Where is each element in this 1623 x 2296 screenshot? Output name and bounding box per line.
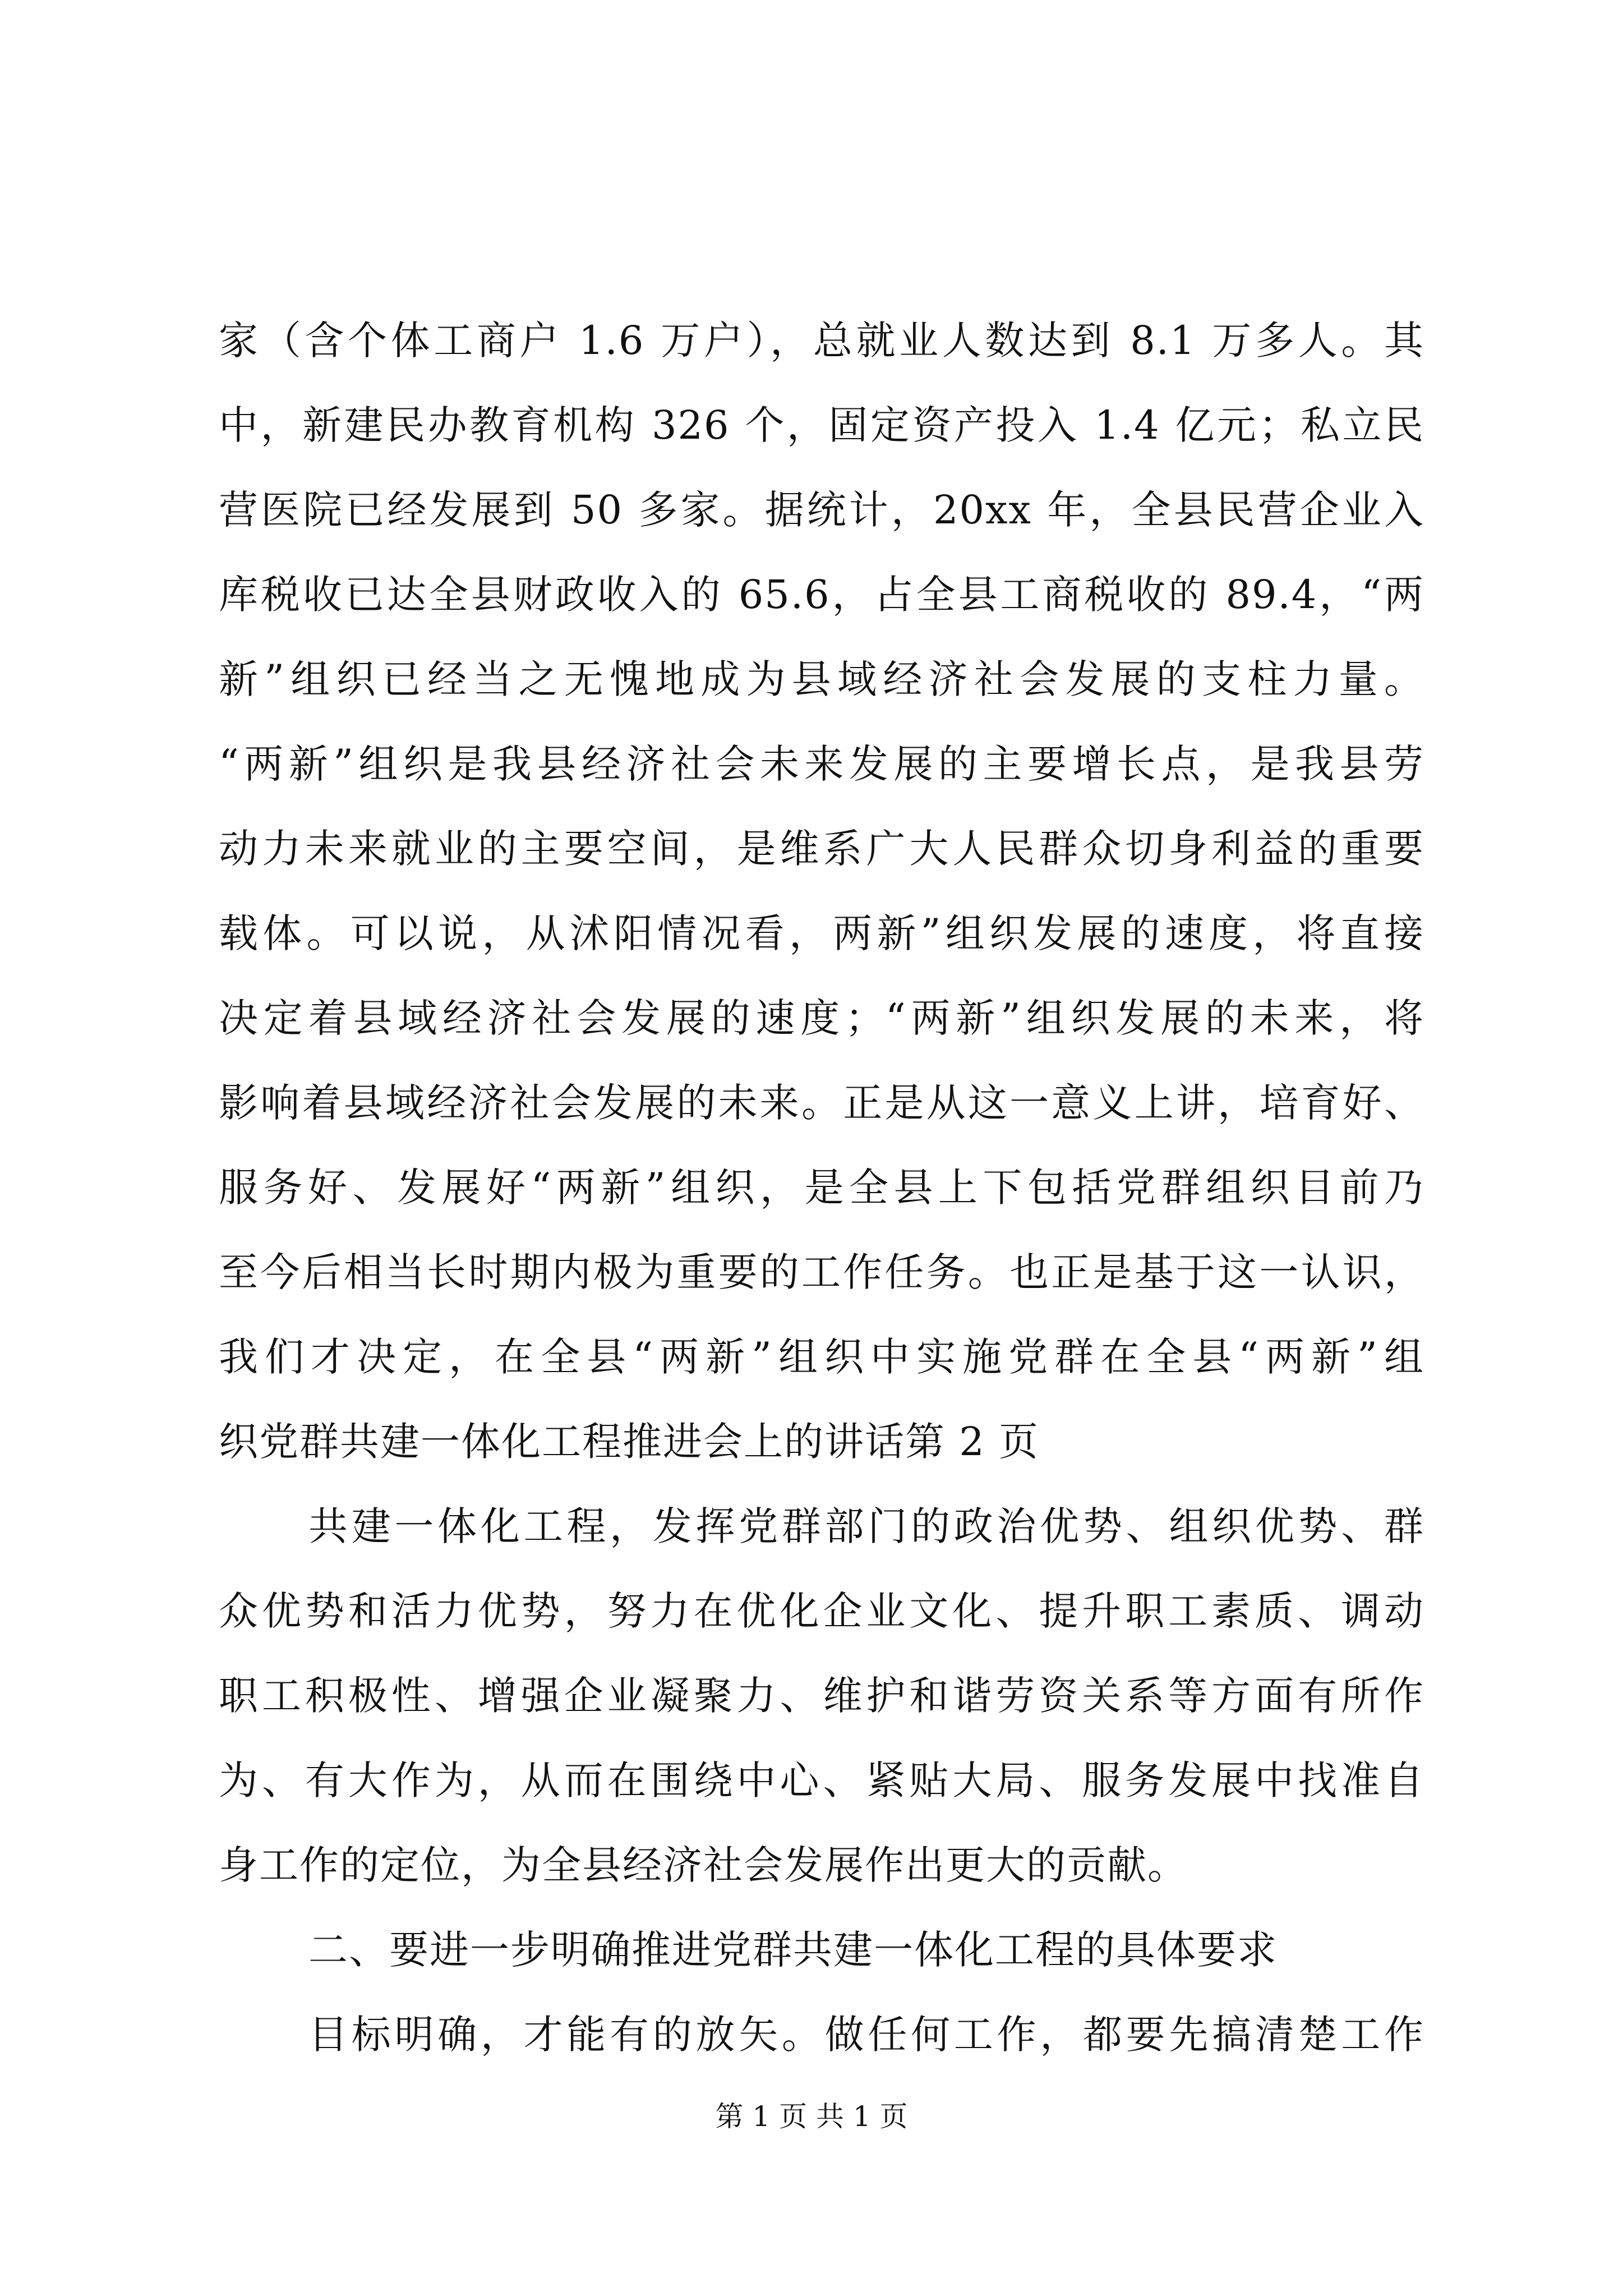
paragraph-first-line: 目标明确，才能有的放矢。做任何工作，都要先搞清楚工作 xyxy=(308,2012,1424,2058)
page-number-footer: 第 1 页 共 1 页 xyxy=(715,2100,908,2133)
text-line: 中，新建民办教育机构 326 个，固定资产投入 1.4 亿元；私立民 xyxy=(219,402,1424,448)
text-line: 载体。可以说，从沭阳情况看，两新”组织发展的速度，将直接 xyxy=(219,910,1424,956)
body-text xyxy=(219,298,1424,2077)
text-line: 职工积极性、增强企业凝聚力、维护和谐劳资关系等方面有所作 xyxy=(219,1673,1424,1719)
text-line: 至今后相当长时期内极为重要的工作任务。也正是基于这一认识， xyxy=(219,1249,1424,1295)
text-line: 我们才决定，在全县“两新”组织中实施党群在全县“两新”组 xyxy=(219,1334,1424,1380)
text-line: “两新”组织是我县经济社会未来发展的主要增长点，是我县劳 xyxy=(219,741,1424,787)
text-line: 服务好、发展好“两新”组织，是全县上下包括党群组织目前乃 xyxy=(219,1165,1424,1211)
text-line: 身工作的定位，为全县经济社会发展作出更大的贡献。 xyxy=(219,1842,1188,1888)
text-line: 影响着县域经济社会发展的未来。正是从这一意义上讲，培育好、 xyxy=(219,1080,1424,1126)
text-line: 新”组织已经当之无愧地成为县域经济社会发展的支柱力量。 xyxy=(219,656,1424,702)
section-heading: 二、要进一步明确推进党群共建一体化工程的具体要求 xyxy=(308,1927,1278,1973)
text-line: 营医院已经发展到 50 多家。据统计，20xx 年，全县民营企业入 xyxy=(219,487,1424,533)
text-line: 决定着县域经济社会发展的速度；“两新”组织发展的未来，将 xyxy=(219,995,1424,1041)
text-line: 为、有大作为，从而在围绕中心、紧贴大局、服务发展中找准自 xyxy=(219,1757,1424,1803)
text-line: 家（含个体工商户 1.6 万户），总就业人数达到 8.1 万多人。其 xyxy=(219,318,1424,364)
text-line: 库税收已达全县财政收入的 65.6，占全县工商税收的 89.4，“两 xyxy=(219,572,1424,618)
text-line: 动力未来就业的主要空间，是维系广大人民群众切身利益的重要 xyxy=(219,826,1424,872)
text-line: 众优势和活力优势，努力在优化企业文化、提升职工素质、调动 xyxy=(219,1588,1424,1634)
text-line: 织党群共建一体化工程推进会上的讲话第 2 页 xyxy=(219,1419,1040,1465)
paragraph-first-line: 共建一体化工程，发挥党群部门的政治优势、组织优势、群 xyxy=(308,1503,1424,1549)
